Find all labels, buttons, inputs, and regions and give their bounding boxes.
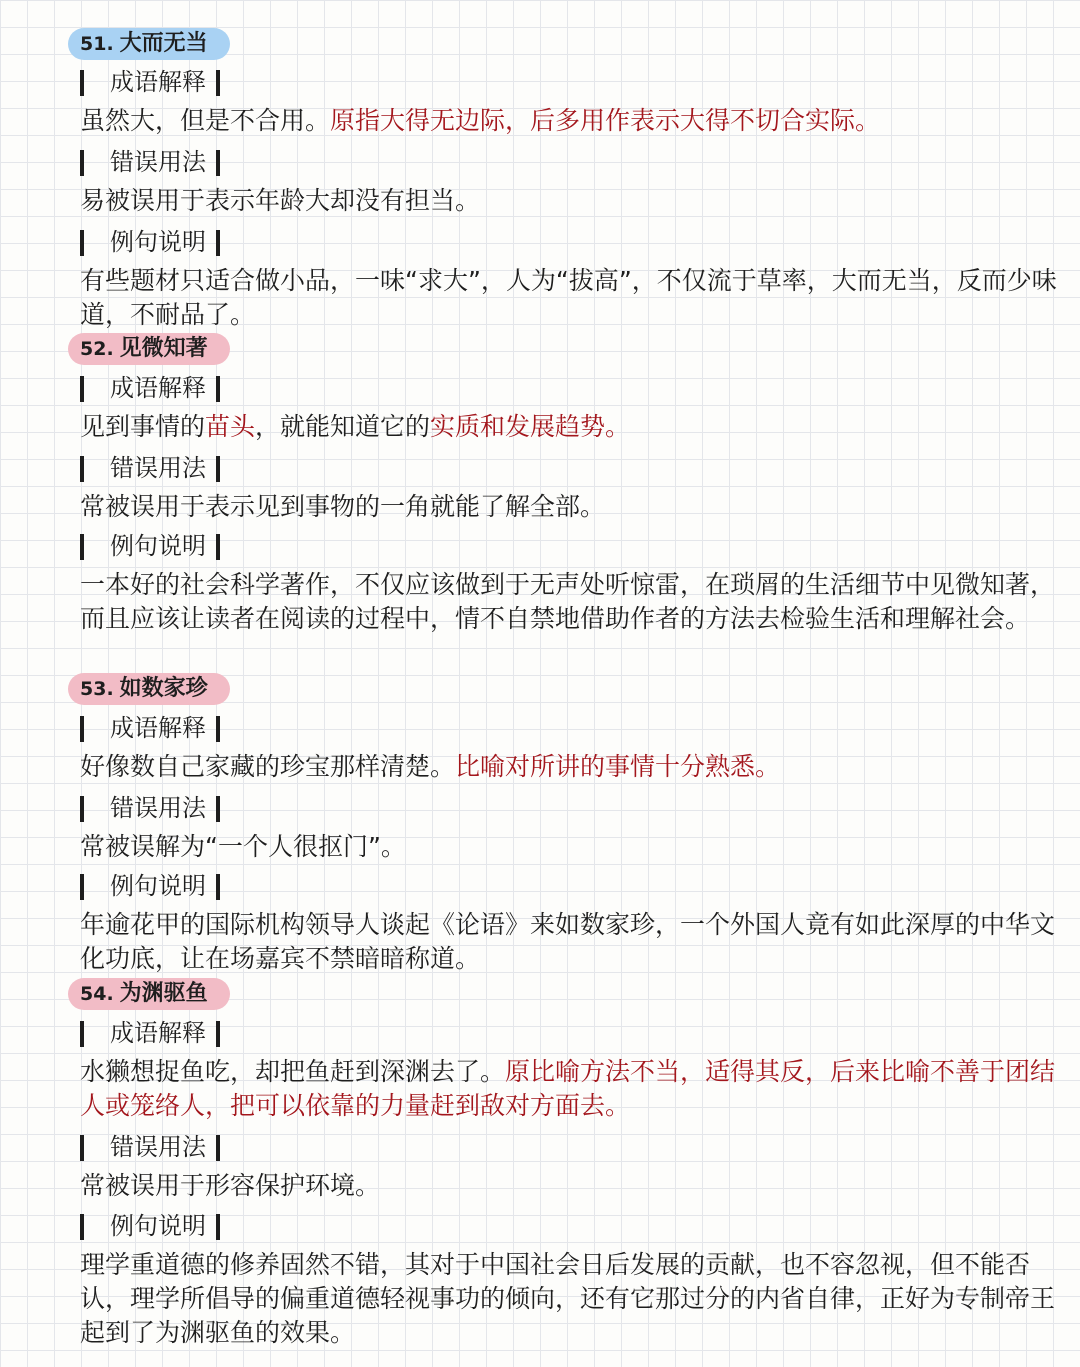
meaning-highlight: 比喻对所讲的事情十分熟悉。 <box>455 752 781 781</box>
idiom-name: 为渊驱鱼 <box>119 981 208 1006</box>
idiom-number: 52. <box>80 338 114 360</box>
idiom-name: 如数家珍 <box>119 676 208 701</box>
idiom-name: 见微知著 <box>119 336 208 361</box>
meaning-text <box>80 410 1062 444</box>
meaning-text <box>80 1055 1062 1123</box>
misuse-text: 常被误解为“一个人很抠门”。 <box>80 832 406 861</box>
idiom-number: 54. <box>80 983 114 1005</box>
meaning-highlight: 实质和发展趋势。 <box>430 412 631 441</box>
meaning-highlight: 原比喻方法不当，适得其反，后来比喻不善于团结人或笼络人，把可以依靠的力量赶到敌对方面去。 <box>80 1057 1056 1120</box>
misuse-label: 错误用法 <box>80 1129 220 1165</box>
idiom-number: 51. <box>80 33 114 55</box>
misuse-text: 易被误用于表示年龄大却没有担当。 <box>80 186 481 215</box>
example-label: 例句说明 <box>80 528 220 564</box>
example-text: 理学重道德的修养固然不错，其对于中国社会日后发展的贡献，也不容忽视，但不能否认，理学所倡导的偏重道德轻视事功的倾向，还有它那过分的内省自律，正好为专制帝王起到了为渊驱鱼的效果。 <box>80 1250 1056 1347</box>
example-label: 例句说明 <box>80 868 220 904</box>
idiom-title-52 <box>68 333 230 365</box>
idiom-number: 53. <box>80 678 114 700</box>
example-label: 例句说明 <box>80 1208 220 1244</box>
idiom-name: 大而无当 <box>119 31 208 56</box>
idiom-title-51 <box>68 28 230 60</box>
meaning-label: 成语解释 <box>80 370 220 406</box>
meaning-label: 成语解释 <box>80 1015 220 1051</box>
example-label: 例句说明 <box>80 224 220 260</box>
misuse-label: 错误用法 <box>80 450 220 486</box>
meaning-text <box>80 750 1062 784</box>
meaning-text <box>80 104 1062 138</box>
meaning-label: 成语解释 <box>80 710 220 746</box>
meaning-plain: 好像数自己家藏的珍宝那样清楚。 <box>80 752 456 781</box>
example-text: 年逾花甲的国际机构领导人谈起《论语》来如数家珍，一个外国人竟有如此深厚的中华文化功底，让在场嘉宾不禁暗暗称道。 <box>80 910 1056 973</box>
meaning-part: ，就能知道它的 <box>255 412 431 441</box>
misuse-label: 错误用法 <box>80 144 220 180</box>
meaning-highlight: 原指大得无边际，后多用作表示大得不切合实际。 <box>330 106 881 135</box>
misuse-text: 常被误用于形容保护环境。 <box>80 1171 381 1200</box>
misuse-text: 常被误用于表示见到事物的一角就能了解全部。 <box>80 492 606 521</box>
meaning-plain: 水獭想捉鱼吃，却把鱼赶到深渊去了。 <box>80 1057 506 1086</box>
idiom-title-53 <box>68 673 230 705</box>
meaning-label: 成语解释 <box>80 64 220 100</box>
example-text: 有些题材只适合做小品，一味“求大”，人为“拔高”，不仅流于草率，大而无当，反而少味道，不耐品了。 <box>80 266 1057 329</box>
example-text: 一本好的社会科学著作，不仅应该做到于无声处听惊雷，在琐屑的生活细节中见微知著，而且应该让读者在阅读的过程中，情不自禁地借助作者的方法去检验生活和理解社会。 <box>80 570 1056 633</box>
meaning-part: 见到事情的 <box>80 412 206 441</box>
meaning-highlight: 苗头 <box>205 412 256 441</box>
meaning-plain: 虽然大，但是不合用。 <box>80 106 331 135</box>
idiom-title-54 <box>68 978 230 1010</box>
misuse-label: 错误用法 <box>80 790 220 826</box>
